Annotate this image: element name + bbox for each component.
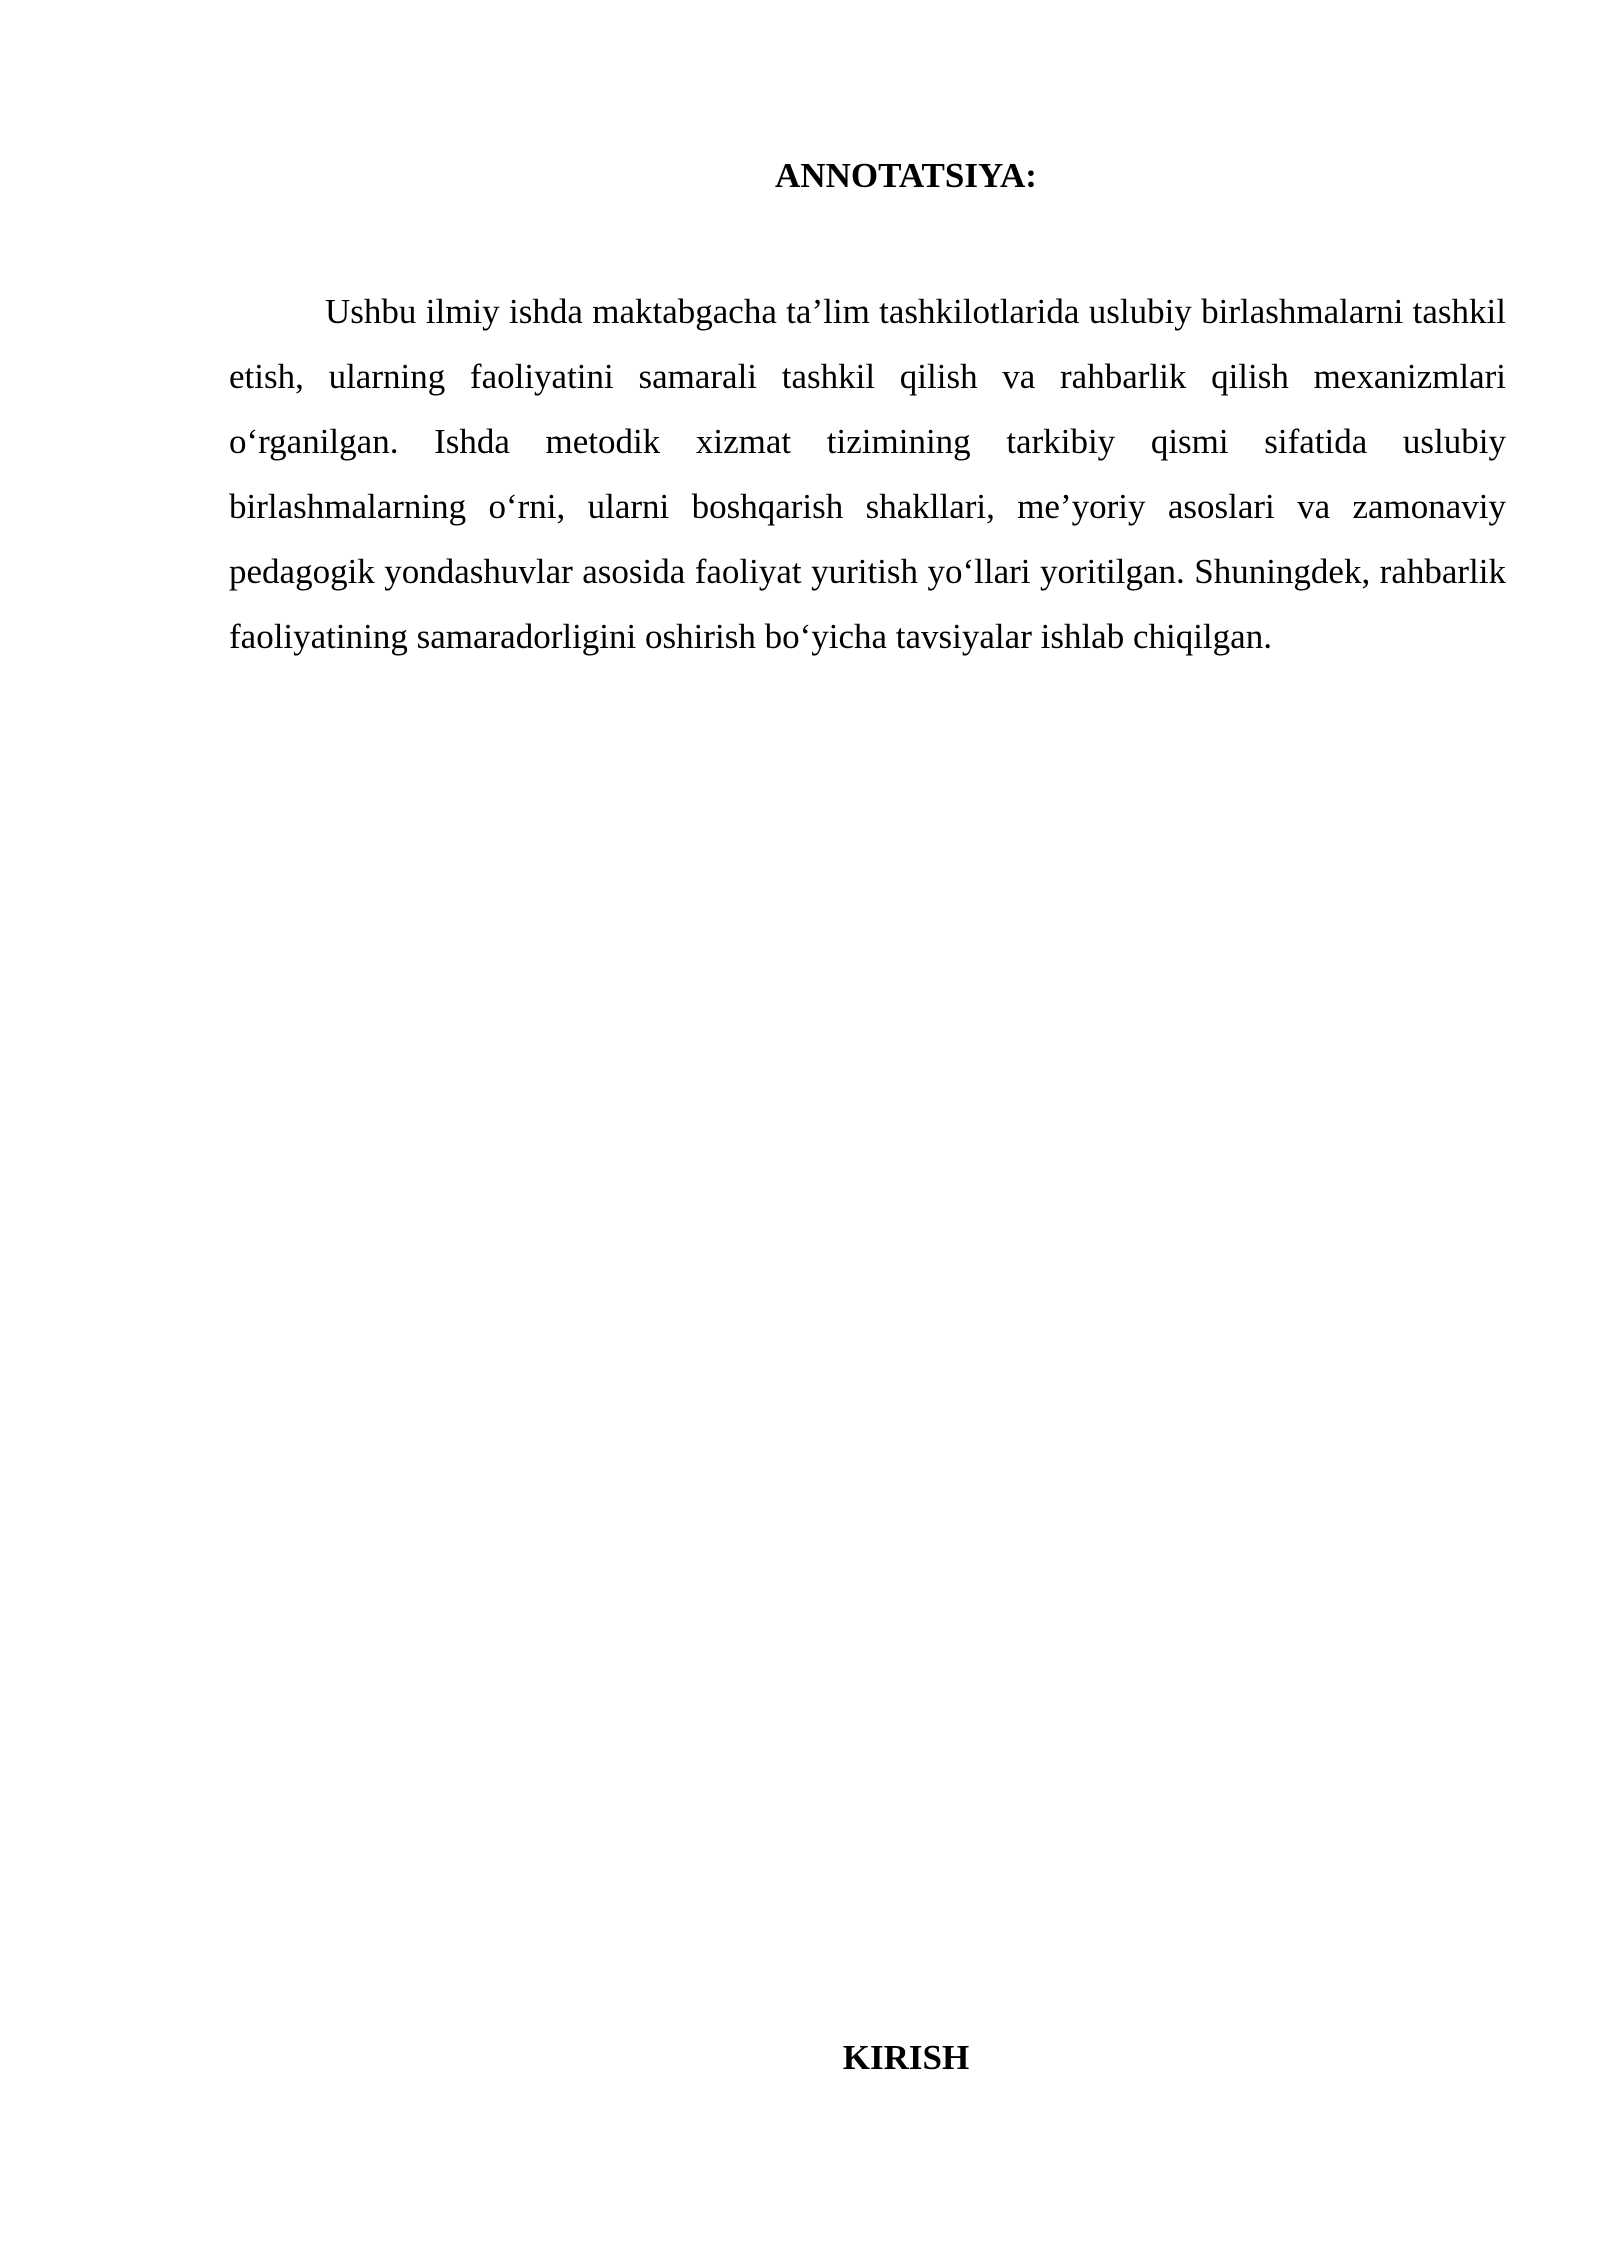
introduction-heading: KIRISH	[842, 2038, 970, 2077]
annotation-heading: ANNOTATSIYA:	[775, 156, 1037, 195]
abstract-paragraph: Ushbu ilmiy ishda maktabgacha ta’lim tashkilotlarida uslubiy birlashmalarni tashkil etish, ularning faoliyatini samarali tashkil qilish va rahbarlik qilish mexanizmlari o‘rganilgan. Ishda metodik xizmat tizimining tarkibiy qismi sifatida uslubiy birlashmalarning o‘rni, ularni boshqarish shakllari, me’yoriy asoslari va zamonaviy pedagogik yondashuvlar asosida faoliyat yuritish yo‘llari yoritilgan. Shuningdek, rahbarlik faoliyatining samaradorligini oshirish bo‘yicha tavsiyalar ishlab chiqilgan.	[229, 292, 1506, 656]
